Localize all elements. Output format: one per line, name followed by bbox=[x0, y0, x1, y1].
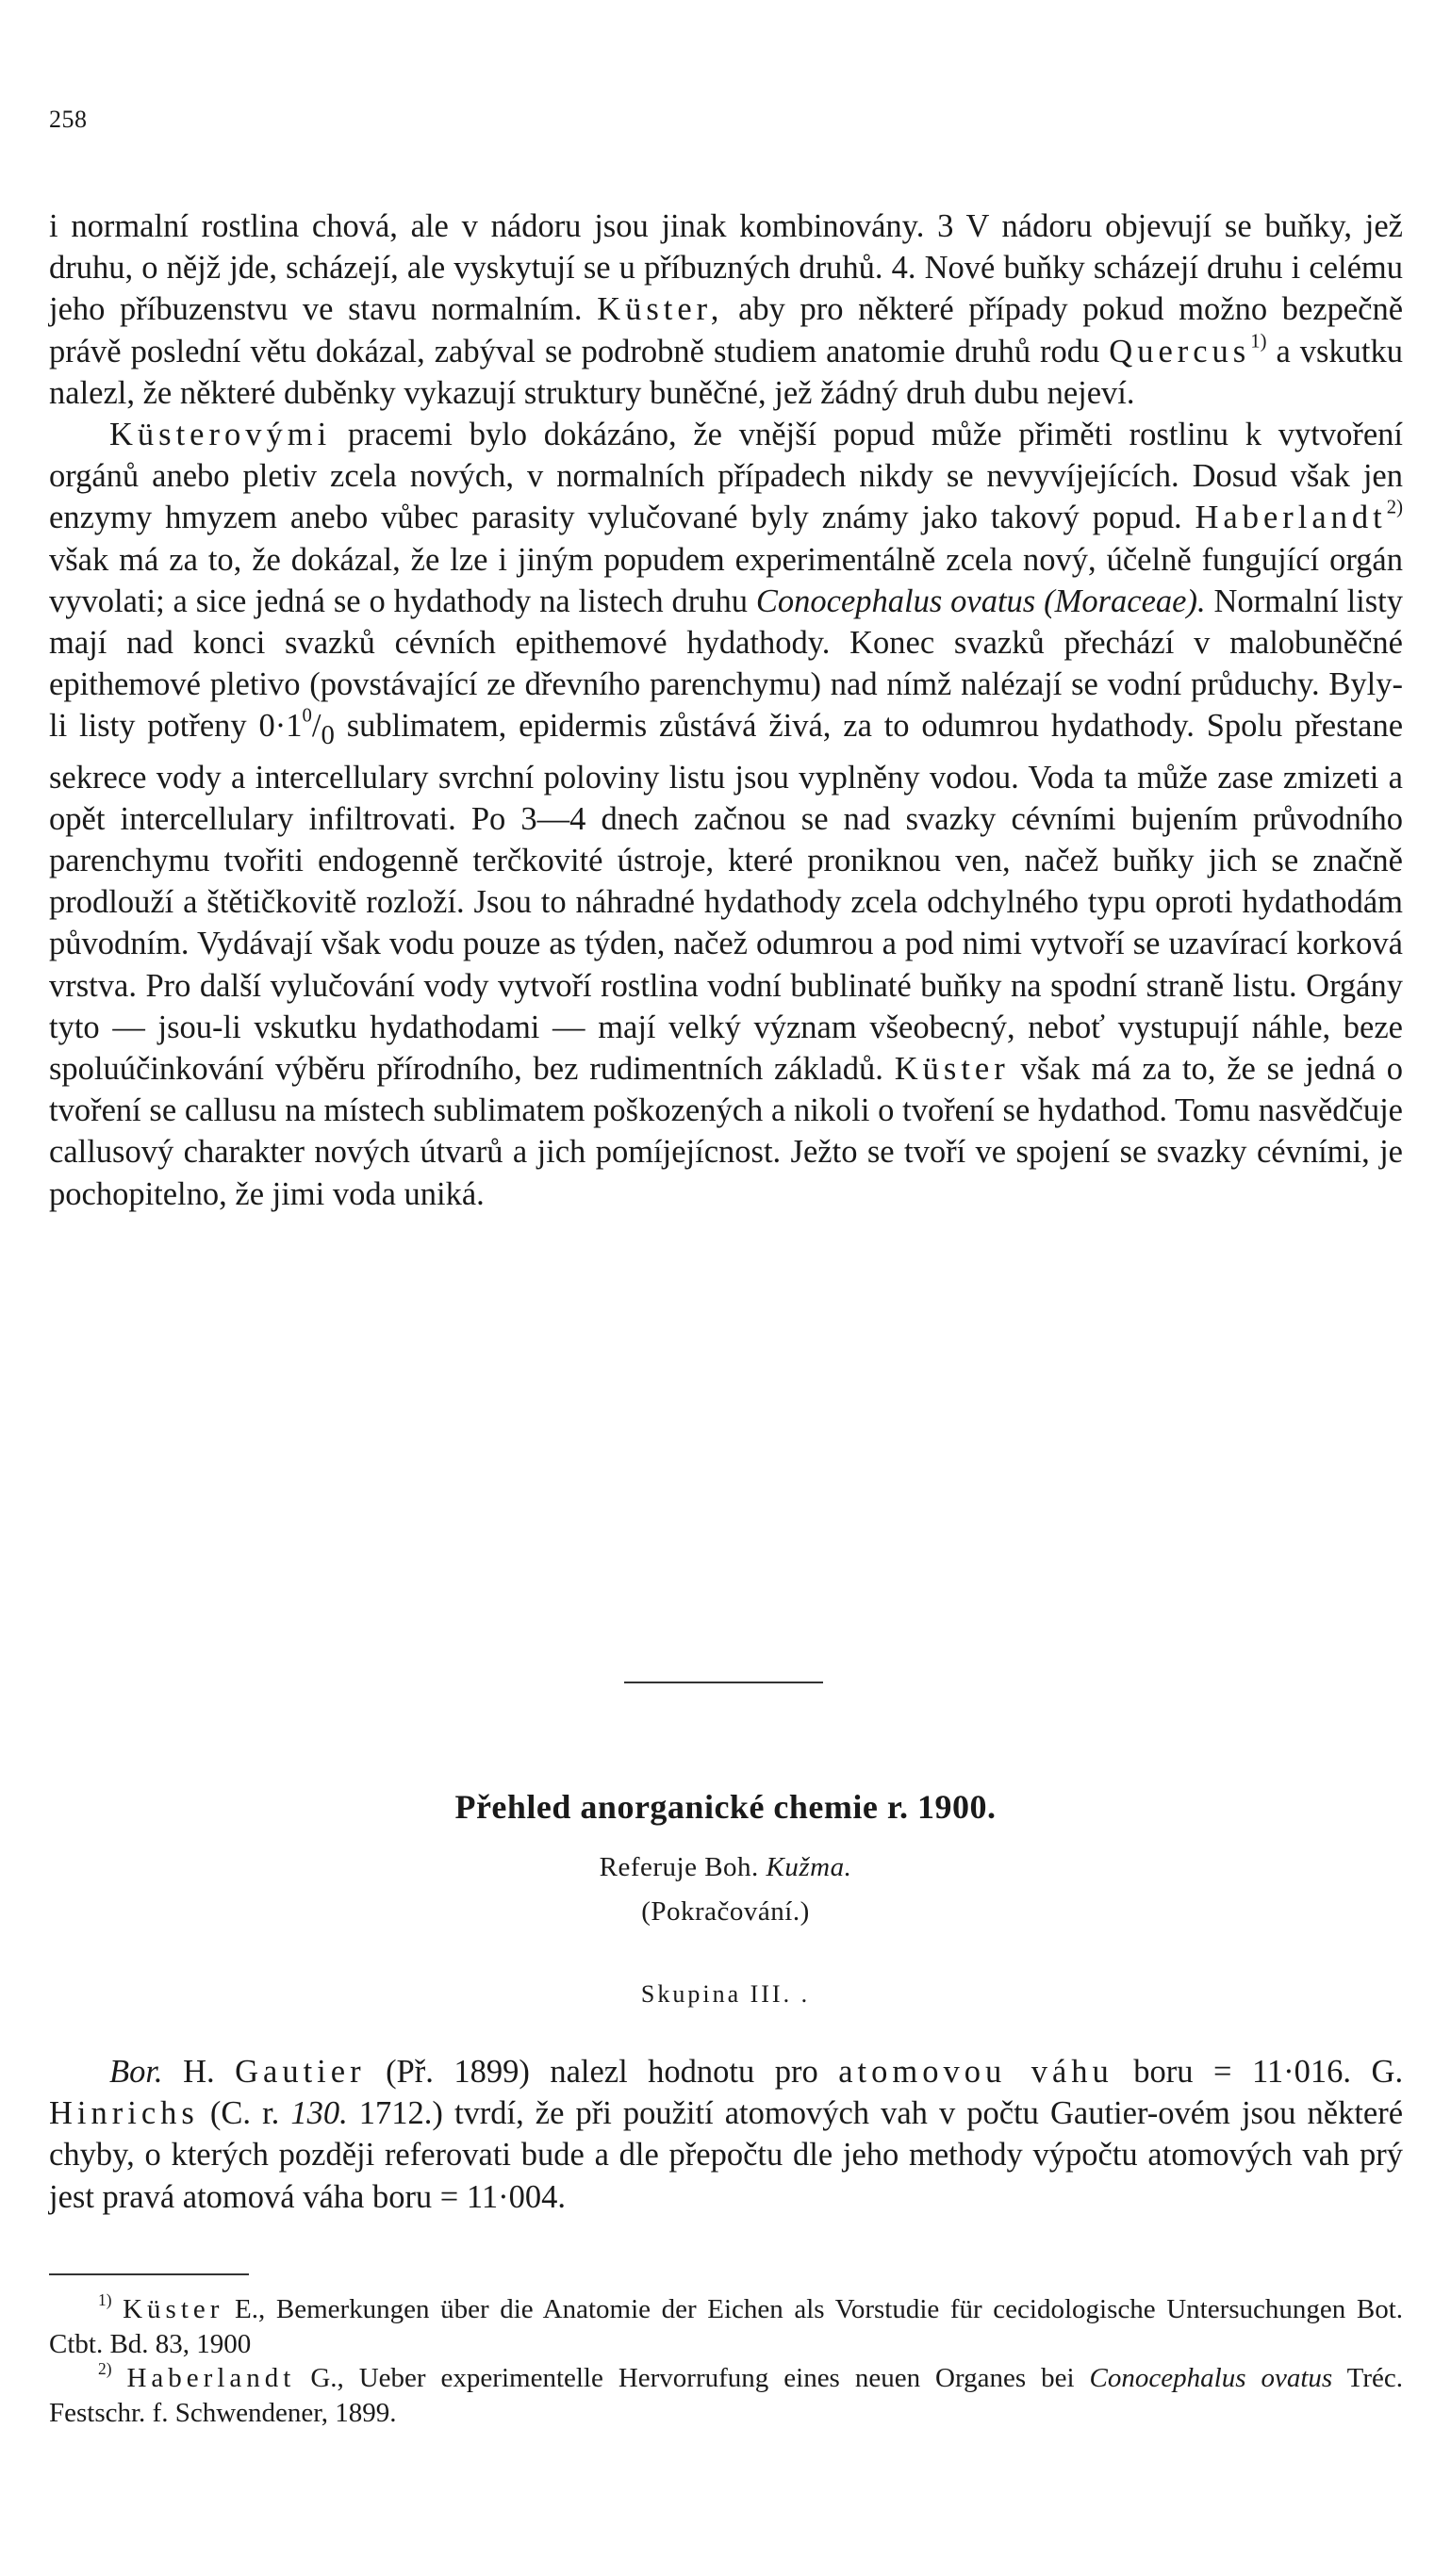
footnote-ref-2[interactable]: 2) bbox=[1386, 497, 1403, 518]
footnote-2: $^{2)}$ Haberlandt G., Ueber experimentelle Hervorrufung eines neuen Organes bei Conocephalus ovatus Tréc. Festschr. f. Schwendener, 1899. bbox=[49, 2358, 1403, 2428]
group-heading: Skupina III. . bbox=[640, 1980, 811, 2008]
term-atomic-weight: atomovou váhu bbox=[838, 2054, 1113, 2090]
section-title: Přehled anorganické chemie r. 1900. bbox=[454, 1788, 997, 1826]
genus-quercus: Quercus bbox=[1109, 333, 1251, 369]
boron-paragraph: Bor. H. Gautier (Př. 1899) nalezl hodnotu pro atomovou váhu boru = 11·016. G. Hinrichs (C. r. 130. 1712.) tvrdí, že při použití atomových vah v počtu Gautier-ovém jsou některé chyby, o kterých později referovati bude a dle přepočtu dle jeho methody výpočtu atomových vah prý jest pravá atomová váha boru = 11·004. bbox=[49, 2054, 1404, 2215]
author-name-hinrichs: Hinrichs bbox=[49, 2095, 199, 2132]
family-name: (Moraceae). bbox=[1044, 582, 1206, 619]
percent-sign-upper: 0 bbox=[302, 705, 312, 727]
footnote-2-species: Conocephalus ovatus bbox=[1089, 2363, 1333, 2393]
main-text bbox=[49, 205, 1403, 1215]
percent-sign-lower: 0 bbox=[321, 720, 335, 751]
author-name-kuster-2: Küster bbox=[894, 1050, 1010, 1087]
footnote-ref-1[interactable]: 1) bbox=[1250, 331, 1267, 353]
paragraph-2: Küsterovými pracemi bylo dokázáno, že vnější popud může přiměti rostlinu k vytvoření orgánů anebo pletiv zcela nových, v normalních případech nikdy se nevyvíjejících. Dosud však jen enzymy hmyzem anebo vůbec parasity vylučované byly známy jako takový popud. Haberlandt$^{2)}$ však má za to, že dokázal, že lze i jiným popudem experimentálně zcela nový, účelně fungující orgán vyvolati; a sice jedná se o hydathody na listech druhu Conocephalus ovatus (Moraceae). Normalní listy mají nad konci svazků cévních epithemové hydathody. Konec svazků přechází v malobuněčné epithemové pletivo (povstávající ze dřevního parenchymu) nad nímž nalézají se vodní průduchy. Byly-li listy potřeny $0\cdot 1^0/_0$ sublimatem, epidermis zůstává živá, za to odumrou hydathody. Spolu přestane sekrece vody a intercellulary svrchní poloviny listu jsou vyplněny vodou. Voda ta může zase zmizeti a opět intercellulary infiltrovati. Po 3—4 dnech začnou se nad svazky cévními bujením průvodního parenchymu tvořiti endogenně terčkovité ústroje, které proniknou ven, načež buňky jich se značně prodlouží a štětičkovitě rozloží. Jsou to náhradné hydathody zcela odchylného typu oproti hydathodám původním. Vydávají však vodu pouze as týden, načež odumrou a pod nimi vytvoří se uzavírací korková vrstva. Pro další vylučování vody vytvoří rostlina vodní bublinaté buňky na spodní straně listu. Orgány tyto — jsou-li vskutku hydathodami — mají velký význam všeobecný, neboť vystupují náhle, beze spoluúčinkování výběru přírodního, bez rudimentních základů. Küster však má za to, že se jedná o tvoření se callusu na místech sublimatem poškozených a nikoli o tvoření se hydathod. Tomu nasvědčuje callusový charakter nových útvarů a jich pomíjejícnost. Ježto se tvoří ve spojení se svazky cévními, je pochopitelno, že jimi voda uniká. bbox=[49, 417, 1404, 1212]
paragraph-1: i normalní rostlina chová, ale v nádoru jsou jinak kombinovány. 3 V nádoru objevují se buňky, jež druhu, o nějž jde, scházejí, ale vyskytují se u příbuzných druhů. 4. Nové buňky scházejí druhu i celému jeho příbuzenstvu ve stavu normalním. Küster, aby pro některé případy pokud možno bezpečně právě poslední větu dokázal, zabýval se podrobně studiem anatomie druhů rodu Quercus$^{1)}$ a vskutku nalezl, že některé duběnky vykazují struktury buněčné, jež žádný druh dubu nejeví. bbox=[49, 208, 1404, 411]
footnote-1-author: Küster bbox=[123, 2294, 224, 2324]
author-name-gautier: Gautier bbox=[235, 2054, 366, 2090]
footnotes bbox=[49, 2289, 1404, 2430]
author-name-haberlandt: Haberlandt bbox=[1195, 500, 1387, 536]
byline-author: Kužma. bbox=[766, 1852, 852, 1882]
author-name-kusterovymi: Küsterovými bbox=[109, 417, 332, 453]
continuation-note: (Pokračování.) bbox=[641, 1896, 810, 1927]
footnote-1: $^{1)}$ Küster E., Bemerkungen über die Anatomie der Eichen als Vorstudie für cecidologische Untersuchungen Bot. Ctbt. Bd. 83, 1900 bbox=[49, 2289, 1404, 2359]
footnote-2-author: Haberlandt bbox=[126, 2363, 296, 2393]
journal-volume: 130. bbox=[290, 2095, 348, 2132]
byline: Referuje Boh. Kužma. bbox=[599, 1852, 852, 1882]
species-name: Conocephalus ovatus bbox=[755, 582, 1036, 619]
author-name-kuster: Küster, bbox=[597, 291, 724, 328]
element-name: Bor. bbox=[109, 2054, 163, 2090]
page-number: 258 bbox=[49, 106, 88, 133]
footnote-rule bbox=[49, 2273, 249, 2275]
section-divider bbox=[624, 1682, 823, 1683]
